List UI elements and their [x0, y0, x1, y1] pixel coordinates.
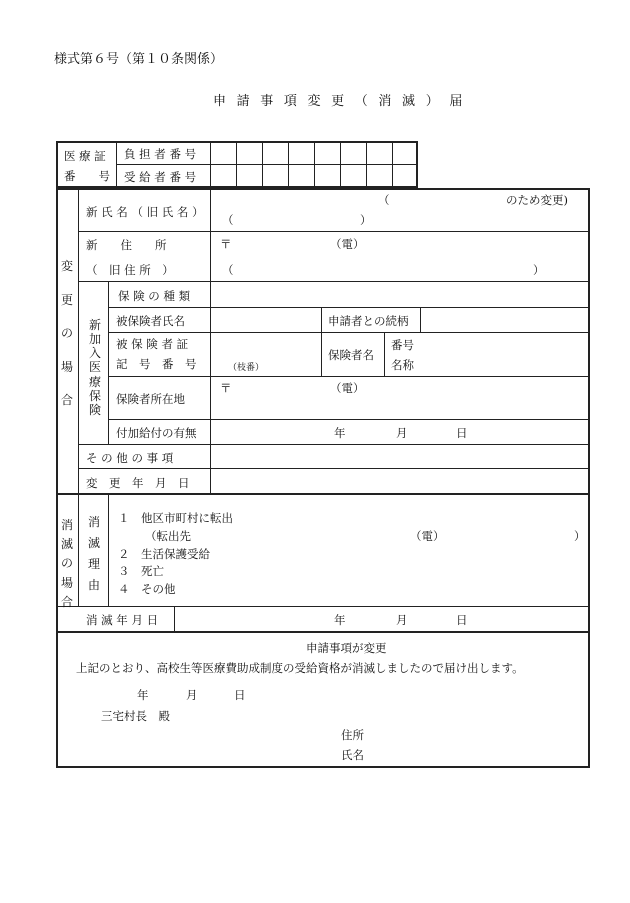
- address-postal-mark: 〒: [220, 237, 232, 251]
- declaration-heading: 申請事項が変更: [306, 641, 387, 655]
- old-address-paren-open: （: [222, 263, 234, 277]
- benefit-year-label: 年: [334, 426, 346, 440]
- applicant-address-label: 住所: [341, 728, 364, 742]
- extinction-reason-label: 消滅理由: [87, 515, 100, 592]
- other-items-label: そ の 他 の 事 項: [86, 451, 174, 465]
- insurer-number-label: 番号: [391, 338, 414, 352]
- change-reason-suffix: のため変更): [506, 193, 568, 207]
- addressee: 三宅村長 殿: [101, 709, 170, 723]
- declaration-year-label: 年: [137, 688, 149, 702]
- address-tel-label: （電）: [330, 237, 365, 251]
- change-section-label: 変更の場合: [60, 259, 73, 408]
- extinction-month-label: 月: [396, 613, 408, 627]
- moving-destination-label: （転出先: [145, 529, 191, 543]
- recipient-number-label: 受 給 者 番 号: [124, 170, 197, 184]
- insurance-card-label-line1: 被 保 険 者 証: [116, 337, 189, 351]
- declaration-statement: 上記のとおり、高校生等医療費助成制度の受給資格が消滅しましたので届け出します。: [76, 661, 524, 675]
- change-date-label: 変 更 年 月 日: [86, 476, 190, 490]
- moving-tel-label: （電）: [410, 529, 445, 543]
- id-label-line1: 医 療 証: [64, 149, 106, 163]
- relationship-label: 申請者との続柄: [328, 314, 409, 328]
- additional-benefit-label: 付加給付の有無: [116, 426, 197, 440]
- reason-other: ４ その他: [118, 582, 176, 596]
- old-address-label: （ 旧 住 所 ）: [86, 263, 174, 277]
- declaration-day-label: 日: [234, 688, 246, 702]
- extinction-year-label: 年: [334, 613, 346, 627]
- insured-name-label: 被保険者氏名: [116, 314, 185, 328]
- reason-death: ３ 死亡: [118, 564, 164, 578]
- insurer-title-label: 名称: [391, 358, 414, 372]
- old-name-paren-open: （: [222, 213, 234, 227]
- new-insurance-section-label: 新加入医療保険: [88, 318, 101, 417]
- form-title: 申 請 事 項 変 更 （ 消 滅 ） 届: [213, 94, 466, 109]
- applicant-name-label: 氏名: [341, 748, 364, 762]
- benefit-month-label: 月: [396, 426, 408, 440]
- reason-paren-open: （: [378, 193, 390, 207]
- burden-number-label: 負 担 者 番 号: [124, 147, 197, 161]
- insurer-name-label: 保険者名: [328, 348, 374, 362]
- insurer-postal-mark: 〒: [220, 381, 232, 395]
- insurer-tel-label: （電）: [330, 381, 365, 395]
- new-address-label: 新 住 所: [86, 238, 167, 252]
- insurance-type-label: 保 険 の 種 類: [118, 289, 191, 303]
- moving-paren-close: ）: [574, 529, 586, 543]
- extinction-date-label: 消 滅 年 月 日: [86, 613, 159, 627]
- new-name-label: 新 氏 名 （ 旧 氏 名 ）: [86, 205, 204, 219]
- branch-number-label: （枝番）: [228, 363, 265, 373]
- extinction-section-label: 消滅の場合: [60, 518, 73, 609]
- old-address-paren-close: ）: [533, 263, 545, 277]
- form-number: 様式第６号（第１０条関係）: [54, 52, 224, 67]
- id-label-line2: 番 号: [64, 169, 110, 183]
- insurance-card-label-line2: 記 号 番 号: [116, 357, 197, 371]
- insurer-address-label: 保険者所在地: [116, 392, 185, 406]
- benefit-day-label: 日: [456, 426, 468, 440]
- reason-welfare: ２ 生活保護受給: [118, 547, 210, 561]
- declaration-month-label: 月: [186, 688, 198, 702]
- extinction-day-label: 日: [456, 613, 468, 627]
- reason-moved-out: １ 他区市町村に転出: [118, 511, 233, 525]
- old-name-paren-close: ）: [360, 213, 372, 227]
